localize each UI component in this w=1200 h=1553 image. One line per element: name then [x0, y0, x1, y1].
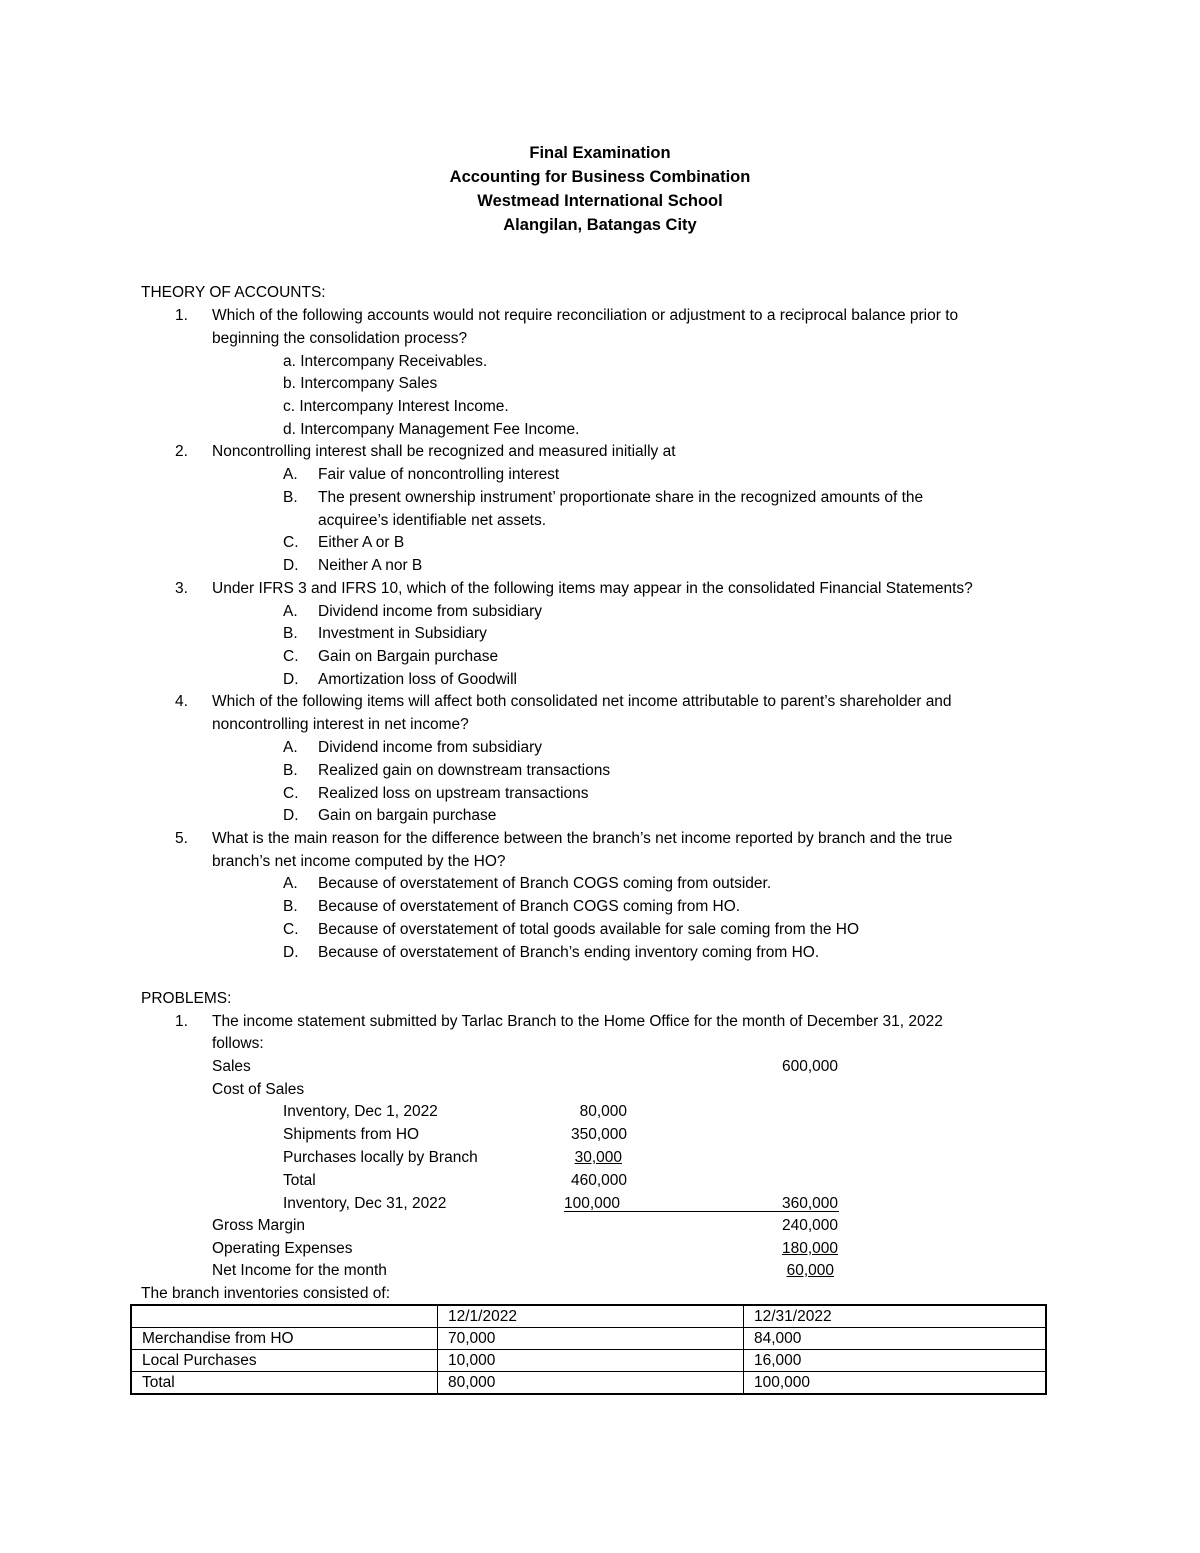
choice-text: Investment in Subsidiary — [318, 625, 487, 642]
table-row — [131, 1350, 1046, 1372]
table-cell: 70,000 — [438, 1328, 744, 1350]
table-header-cell: 12/31/2022 — [744, 1305, 1047, 1328]
is-inv-end-label: Inventory, Dec 31, 2022 — [283, 1195, 447, 1212]
choice-letter: B. — [283, 489, 298, 506]
choice-text: Because of overstatement of Branch’s ending inventory coming from HO. — [318, 944, 820, 961]
inventory-table — [130, 1304, 1047, 1395]
is-purchases-label: Purchases locally by Branch — [283, 1149, 478, 1166]
question-text: Under IFRS 3 and IFRS 10, which of the following items may appear in the consolidated Financial Statements? — [212, 580, 973, 597]
choice-text: Realized loss on upstream transactions — [318, 785, 589, 802]
choice-letter: D. — [283, 944, 299, 961]
is-cos-value: 360,000 — [781, 1195, 838, 1212]
question-number: 3. — [175, 580, 188, 597]
answer-choice: c. Intercompany Interest Income. — [283, 398, 509, 415]
is-inv-begin-label: Inventory, Dec 1, 2022 — [283, 1103, 438, 1120]
is-inv-end-value: 100,000 — [564, 1195, 621, 1212]
problem-number: 1. — [175, 1013, 188, 1030]
is-shipments-value: 350,000 — [570, 1126, 627, 1143]
choice-letter: A. — [283, 875, 298, 892]
table-cell: Total — [131, 1372, 438, 1395]
is-net-label: Net Income for the month — [212, 1262, 387, 1279]
is-opex-label: Operating Expenses — [212, 1240, 353, 1257]
answer-choice: a. Intercompany Receivables. — [283, 353, 488, 370]
choice-text: acquiree’s identifiable net assets. — [318, 512, 547, 529]
choice-text: Dividend income from subsidiary — [318, 603, 542, 620]
choice-text: Amortization loss of Goodwill — [318, 671, 517, 688]
school-address: Alangilan, Batangas City — [503, 216, 697, 234]
choice-letter: C. — [283, 785, 299, 802]
theory-heading: THEORY OF ACCOUNTS: — [141, 284, 326, 301]
is-total-label: Total — [283, 1172, 316, 1189]
question-text: Noncontrolling interest shall be recognized and measured initially at — [212, 443, 676, 460]
choice-letter: A. — [283, 739, 298, 756]
table-cell: 16,000 — [744, 1350, 1047, 1372]
choice-text: Fair value of noncontrolling interest — [318, 466, 560, 483]
choice-letter: B. — [283, 625, 298, 642]
question-text: noncontrolling interest in net income? — [212, 716, 469, 733]
problems-heading: PROBLEMS: — [141, 990, 232, 1007]
choice-letter: B. — [283, 898, 298, 915]
is-cos-label: Cost of Sales — [212, 1081, 305, 1098]
is-gross-value: 240,000 — [781, 1217, 838, 1234]
table-cell — [131, 1305, 438, 1328]
choice-text: Either A or B — [318, 534, 405, 551]
answer-choice: b. Intercompany Sales — [283, 375, 438, 392]
question-text: beginning the consolidation process? — [212, 330, 468, 347]
course-title: Accounting for Business Combination — [449, 168, 751, 186]
table-cell: 10,000 — [438, 1350, 744, 1372]
is-net-value — [740, 1261, 834, 1281]
choice-letter: D. — [283, 807, 299, 824]
table-cell: 84,000 — [744, 1328, 1047, 1350]
table-header-row — [131, 1305, 1046, 1328]
choice-letter: B. — [283, 762, 298, 779]
choice-text: Gain on Bargain purchase — [318, 648, 499, 665]
table-row — [131, 1372, 1046, 1395]
question-text: branch’s net income computed by the HO? — [212, 853, 506, 870]
choice-text: Gain on bargain purchase — [318, 807, 497, 824]
table-header-cell: 12/1/2022 — [438, 1305, 744, 1328]
choice-letter: C. — [283, 534, 299, 551]
problem-text: The income statement submitted by Tarlac Branch to the Home Office for the month of December 31, 2022 — [212, 1013, 943, 1030]
answer-choice: d. Intercompany Management Fee Income. — [283, 421, 580, 438]
choice-text: The present ownership instrument’ proportionate share in the recognized amounts of the — [318, 489, 924, 506]
is-gross-label: Gross Margin — [212, 1217, 306, 1234]
choice-text: Dividend income from subsidiary — [318, 739, 542, 756]
choice-letter: C. — [283, 921, 299, 938]
is-shipments-label: Shipments from HO — [283, 1126, 420, 1143]
is-net-value-text: 60,000 — [786, 1262, 834, 1279]
table-cell: 100,000 — [744, 1372, 1047, 1395]
table-row — [131, 1328, 1046, 1350]
is-purchases-value — [540, 1148, 622, 1168]
choice-text: Realized gain on downstream transactions — [318, 762, 611, 779]
is-inv-begin-value: 80,000 — [579, 1103, 627, 1120]
question-number: 1. — [175, 307, 188, 324]
choice-text: Neither A nor B — [318, 557, 423, 574]
is-sales-label: Sales — [212, 1058, 251, 1075]
problem-text: follows: — [212, 1035, 264, 1052]
question-text: Which of the following items will affect both consolidated net income attributable to parent’s shareholder and — [212, 693, 952, 710]
choice-letter: D. — [283, 557, 299, 574]
school-name: Westmead International School — [477, 192, 723, 210]
choice-text: Because of overstatement of Branch COGS coming from HO. — [318, 898, 741, 915]
question-number: 5. — [175, 830, 188, 847]
is-sales-value: 600,000 — [781, 1058, 838, 1075]
choice-text: Because of overstatement of Branch COGS coming from outsider. — [318, 875, 772, 892]
inventory-intro: The branch inventories consisted of: — [141, 1285, 390, 1302]
question-number: 4. — [175, 693, 188, 710]
table-cell: 80,000 — [438, 1372, 744, 1395]
table-cell: Merchandise from HO — [131, 1328, 438, 1350]
is-total-value: 460,000 — [570, 1172, 627, 1189]
choice-letter: C. — [283, 648, 299, 665]
choice-text: Because of overstatement of total goods available for sale coming from the HO — [318, 921, 860, 938]
choice-letter: A. — [283, 603, 298, 620]
subtotal-underline — [564, 1211, 839, 1212]
table-cell: Local Purchases — [131, 1350, 438, 1372]
question-number: 2. — [175, 443, 188, 460]
is-opex-value — [740, 1239, 838, 1259]
question-text: What is the main reason for the difference between the branch’s net income reported by branch and the true — [212, 830, 953, 847]
exam-title: Final Examination — [529, 144, 671, 162]
choice-letter: D. — [283, 671, 299, 688]
is-purchases-value-text: 30,000 — [574, 1149, 622, 1166]
choice-letter: A. — [283, 466, 298, 483]
question-text: Which of the following accounts would not require reconciliation or adjustment to a reciprocal balance prior to — [212, 307, 959, 324]
is-opex-value-text: 180,000 — [781, 1240, 838, 1257]
